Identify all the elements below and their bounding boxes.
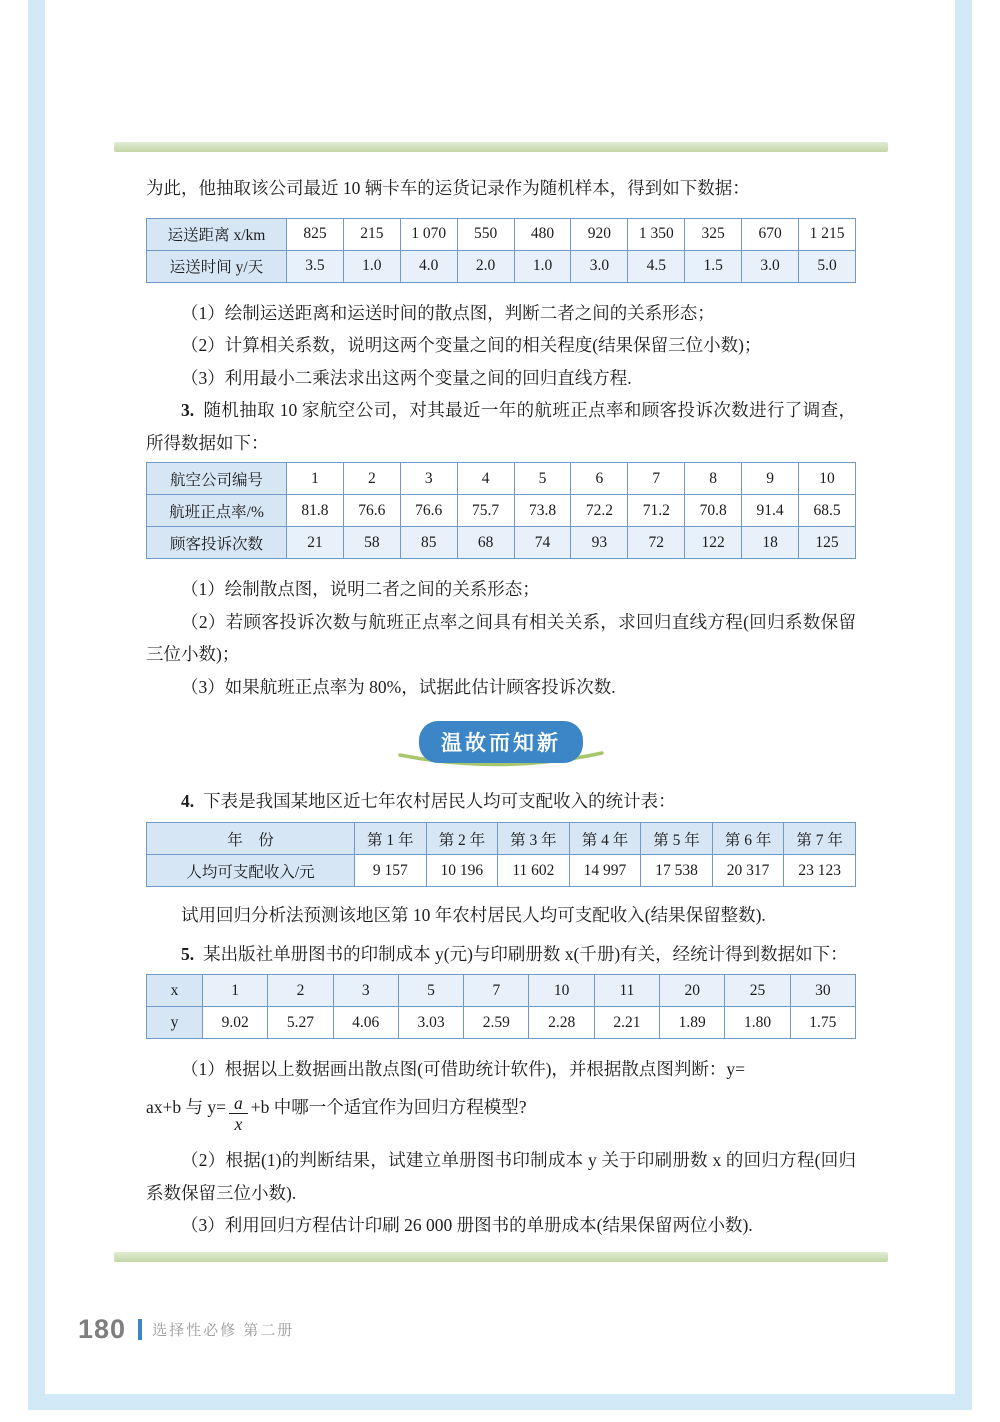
table-cell: 4.0 bbox=[400, 250, 457, 282]
airline-punctuality-table bbox=[146, 462, 856, 559]
table-cell: 4.5 bbox=[628, 250, 685, 282]
page-edge-bottom bbox=[28, 1394, 972, 1410]
table-cell: 20 bbox=[660, 975, 725, 1007]
table-cell: 2 bbox=[343, 463, 400, 495]
table-cell: 10 bbox=[529, 975, 594, 1007]
problem4-text: 下表是我国某地区近七年农村居民人均可支配收入的统计表： bbox=[203, 791, 676, 812]
table-cell: 2 bbox=[268, 975, 333, 1007]
table-cell: 2.0 bbox=[457, 250, 514, 282]
problem3-question-2: （2）若顾客投诉次数与航班正点率之间具有相关关系，求回归直线方程(回归系数保留三位小数)； bbox=[146, 611, 856, 665]
table-cell: 第 2 年 bbox=[426, 823, 498, 855]
table-cell: 670 bbox=[742, 218, 799, 250]
problem3-text: 随机抽取 10 家航空公司，对其最近一年的航班正点率和顾客投诉次数进行了调查，所得数据如下： bbox=[146, 400, 856, 453]
problem5-question-2: （2）根据(1)的判断结果，试建立单册图书印制成本 y 关于印刷册数 x 的回归方程(回归系数保留三位小数). bbox=[146, 1150, 856, 1203]
problem5-stem bbox=[146, 938, 856, 971]
problem4-number: 4. bbox=[181, 791, 195, 812]
text-column bbox=[146, 172, 856, 1242]
row-label: 人均可支配收入/元 bbox=[147, 855, 355, 887]
table-row bbox=[147, 855, 856, 887]
table-cell: 480 bbox=[514, 218, 571, 250]
table-cell: 75.7 bbox=[457, 495, 514, 527]
fraction-denominator: x bbox=[234, 1114, 243, 1135]
table-row bbox=[147, 1007, 856, 1039]
table-cell: 第 5 年 bbox=[641, 823, 713, 855]
table-cell: 1 070 bbox=[400, 218, 457, 250]
table-cell: 93 bbox=[571, 527, 628, 559]
problem3-stem bbox=[146, 394, 856, 459]
table-cell: 325 bbox=[685, 218, 742, 250]
table-cell: 85 bbox=[400, 527, 457, 559]
table-cell: 91.4 bbox=[742, 495, 799, 527]
table-cell: 76.6 bbox=[400, 495, 457, 527]
table-cell: 920 bbox=[571, 218, 628, 250]
table-cell: 76.6 bbox=[343, 495, 400, 527]
problem2-question-2: （2）计算相关系数，说明这两个变量之间的相关程度(结果保留三位小数)； bbox=[181, 335, 762, 356]
row-label: 运送距离 x/km bbox=[147, 218, 287, 250]
rural-income-table bbox=[146, 822, 856, 887]
table-cell: 2.21 bbox=[594, 1007, 659, 1039]
page-edge-right bbox=[955, 0, 972, 1408]
page-edge-left bbox=[28, 0, 45, 1408]
page-content bbox=[114, 0, 888, 1262]
table-cell: 1 bbox=[203, 975, 268, 1007]
problem4-note: 试用回归分析法预测该地区第 10 年农村居民人均可支配收入(结果保留整数). bbox=[181, 905, 766, 926]
table-cell: 68.5 bbox=[799, 495, 856, 527]
table-cell: 74 bbox=[514, 527, 571, 559]
table-cell: 3.0 bbox=[571, 250, 628, 282]
problem2-question-1: （1）绘制运送距离和运送时间的散点图，判断二者之间的关系形态； bbox=[181, 302, 715, 323]
table-cell: 68 bbox=[457, 527, 514, 559]
equation-text-pre: ax+b 与 y= bbox=[146, 1096, 227, 1117]
row-label: y bbox=[147, 1007, 203, 1039]
table-row bbox=[147, 495, 856, 527]
table-cell: 第 3 年 bbox=[498, 823, 570, 855]
table-cell: 9 157 bbox=[355, 855, 427, 887]
table-cell: 5 bbox=[398, 975, 463, 1007]
row-label: 运送时间 y/天 bbox=[147, 250, 287, 282]
table-cell: 9.02 bbox=[203, 1007, 268, 1039]
row-label: 航空公司编号 bbox=[147, 463, 287, 495]
table-cell: 4 bbox=[457, 463, 514, 495]
table-cell: 25 bbox=[725, 975, 790, 1007]
table-cell: 7 bbox=[464, 975, 529, 1007]
fraction-numerator: a bbox=[229, 1093, 248, 1114]
intro-paragraph: 为此，他抽取该公司最近 10 辆卡车的运货记录作为随机样本，得到如下数据： bbox=[146, 178, 750, 198]
table-cell: 11 bbox=[594, 975, 659, 1007]
table-cell: 1 215 bbox=[799, 218, 856, 250]
problem5-question-1-line2 bbox=[146, 1086, 856, 1137]
table-cell: 81.8 bbox=[287, 495, 344, 527]
problem5-question-3: （3）利用回归方程估计印刷 26 000 册图书的单册成本(结果保留两位小数). bbox=[181, 1215, 753, 1236]
table-cell: 1.0 bbox=[343, 250, 400, 282]
footer-separator bbox=[138, 1319, 142, 1340]
table-row bbox=[147, 218, 856, 250]
problem3-question-3: （3）如果航班正点率为 80%，试据此估计顾客投诉次数. bbox=[181, 676, 616, 697]
table-cell: 11 602 bbox=[498, 855, 570, 887]
table-cell: 8 bbox=[685, 463, 742, 495]
table-row bbox=[147, 975, 856, 1007]
table-row bbox=[147, 463, 856, 495]
truck-delivery-table bbox=[146, 218, 856, 283]
top-divider-bar bbox=[114, 142, 888, 152]
problem4-stem bbox=[146, 785, 856, 818]
table-cell: 1.75 bbox=[790, 1007, 855, 1039]
printing-cost-table bbox=[146, 974, 856, 1039]
table-cell: 3.03 bbox=[398, 1007, 463, 1039]
table-cell: 1.89 bbox=[660, 1007, 725, 1039]
table-cell: 122 bbox=[685, 527, 742, 559]
table-cell: 9 bbox=[742, 463, 799, 495]
table-cell: 550 bbox=[457, 218, 514, 250]
table-cell: 20 317 bbox=[712, 855, 784, 887]
review-badge: 温故而知新 bbox=[419, 721, 583, 763]
table-cell: 6 bbox=[571, 463, 628, 495]
page-number: 180 bbox=[78, 1314, 127, 1344]
table-cell: 58 bbox=[343, 527, 400, 559]
table-cell: 第 6 年 bbox=[712, 823, 784, 855]
problem2-questions bbox=[146, 297, 856, 460]
table-cell: 3 bbox=[333, 975, 398, 1007]
problem2-question-3: （3）利用最小二乘法求出这两个变量之间的回归直线方程. bbox=[181, 367, 632, 388]
problem5-number: 5. bbox=[181, 943, 195, 964]
table-cell: 5 bbox=[514, 463, 571, 495]
table-cell: 18 bbox=[742, 527, 799, 559]
table-cell: 17 538 bbox=[641, 855, 713, 887]
table-cell: 10 196 bbox=[426, 855, 498, 887]
problem3-question-1: （1）绘制散点图，说明二者之间的关系形态； bbox=[181, 579, 540, 600]
table-row bbox=[147, 250, 856, 282]
table-cell: 第 4 年 bbox=[569, 823, 641, 855]
table-cell: 21 bbox=[287, 527, 344, 559]
table-cell: 1.5 bbox=[685, 250, 742, 282]
table-cell: 4.06 bbox=[333, 1007, 398, 1039]
table-cell: 215 bbox=[343, 218, 400, 250]
book-title: 选择性必修 第二册 bbox=[152, 1322, 295, 1339]
table-row bbox=[147, 823, 856, 855]
table-cell: 1.80 bbox=[725, 1007, 790, 1039]
table-cell: 73.8 bbox=[514, 495, 571, 527]
row-label: 航班正点率/% bbox=[147, 495, 287, 527]
fraction-a-over-x bbox=[229, 1093, 248, 1134]
table-cell: 1 350 bbox=[628, 218, 685, 250]
section-review-banner bbox=[146, 717, 856, 779]
problem5-question-1-line1: （1）根据以上数据画出散点图(可借助统计软件)，并根据散点图判断：y= bbox=[181, 1059, 746, 1080]
table-cell: 1 bbox=[287, 463, 344, 495]
table-cell: 30 bbox=[790, 975, 855, 1007]
table-cell: 2.28 bbox=[529, 1007, 594, 1039]
row-label: x bbox=[147, 975, 203, 1007]
table-cell: 825 bbox=[287, 218, 344, 250]
table-cell: 72 bbox=[628, 527, 685, 559]
table-cell: 第 1 年 bbox=[355, 823, 427, 855]
table-cell: 3.0 bbox=[742, 250, 799, 282]
table-cell: 10 bbox=[799, 463, 856, 495]
table-cell: 3 bbox=[400, 463, 457, 495]
equation-text-post: +b 中哪一个适宜作为回归方程模型? bbox=[250, 1096, 527, 1117]
table-cell: 5.27 bbox=[268, 1007, 333, 1039]
table-row bbox=[147, 527, 856, 559]
table-cell: 第 7 年 bbox=[784, 823, 856, 855]
page-footer bbox=[78, 1314, 294, 1345]
table-cell: 5.0 bbox=[799, 250, 856, 282]
table-cell: 125 bbox=[799, 527, 856, 559]
table-cell: 71.2 bbox=[628, 495, 685, 527]
bottom-divider-bar bbox=[114, 1252, 888, 1262]
table-cell: 7 bbox=[628, 463, 685, 495]
problem3-questions bbox=[146, 573, 856, 703]
table-cell: 3.5 bbox=[287, 250, 344, 282]
table-cell: 1.0 bbox=[514, 250, 571, 282]
table-cell: 2.59 bbox=[464, 1007, 529, 1039]
table-cell: 70.8 bbox=[685, 495, 742, 527]
table-cell: 23 123 bbox=[784, 855, 856, 887]
problem3-number: 3. bbox=[181, 400, 195, 421]
row-label: 年 份 bbox=[147, 823, 355, 855]
row-label: 顾客投诉次数 bbox=[147, 527, 287, 559]
problem5-text: 某出版社单册图书的印制成本 y(元)与印刷册数 x(千册)有关，经统计得到数据如下： bbox=[203, 943, 848, 964]
table-cell: 14 997 bbox=[569, 855, 641, 887]
table-cell: 72.2 bbox=[571, 495, 628, 527]
